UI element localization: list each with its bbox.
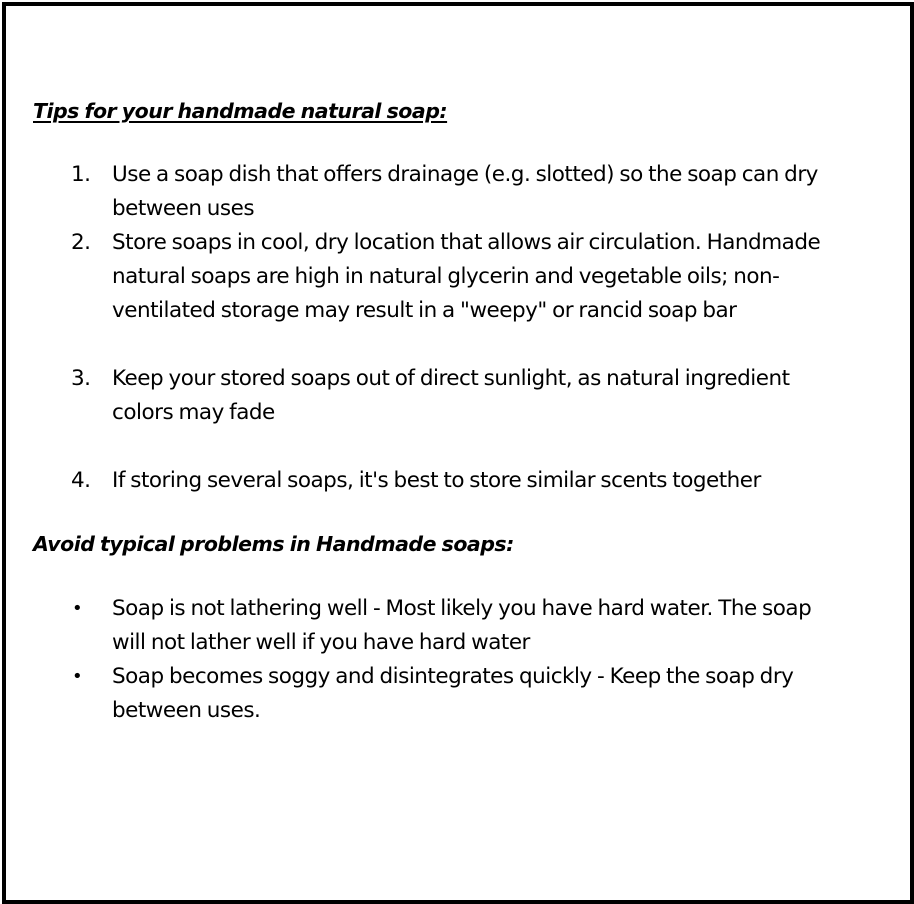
list-item-line: If storing several soaps, it's best to store similar scents together: [112, 468, 761, 493]
list-item: [33, 592, 883, 660]
tips-list: [33, 158, 883, 498]
list-item-line: Store soaps in cool, dry location that allows air circulation. Handmade: [112, 230, 821, 255]
list-item-line: colors may fade: [112, 400, 275, 425]
problems-heading: Avoid typical problems in Handmade soaps:: [33, 532, 514, 556]
bullet-icon: •: [72, 598, 83, 619]
problems-list: [33, 592, 883, 728]
tips-heading: Tips for your handmade natural soap:: [33, 99, 448, 123]
list-item: [33, 464, 883, 498]
list-item-line: ventilated storage may result in a "weepy" or rancid soap bar: [112, 298, 737, 323]
list-item-line: Soap becomes soggy and disintegrates quickly - Keep the soap dry: [112, 664, 794, 689]
bullet-icon: •: [72, 666, 83, 687]
list-item-line: natural soaps are high in natural glycerin and vegetable oils; non-: [112, 264, 780, 289]
list-item: [33, 362, 883, 430]
list-item: [33, 158, 883, 226]
list-item-line: Use a soap dish that offers drainage (e.g. slotted) so the soap can dry: [112, 162, 818, 187]
list-number: 1.: [71, 162, 91, 187]
list-item-line: between uses.: [112, 698, 261, 723]
list-item: [33, 660, 883, 728]
list-item-line: Soap is not lathering well - Most likely you have hard water. The soap: [112, 596, 812, 621]
list-item-line: Keep your stored soaps out of direct sunlight, as natural ingredient: [112, 366, 790, 391]
document-frame: [2, 2, 914, 904]
list-number: 4.: [71, 468, 91, 493]
list-number: 3.: [71, 366, 91, 391]
list-item-line: will not lather well if you have hard water: [112, 630, 530, 655]
list-number: 2.: [71, 230, 91, 255]
list-item: [33, 226, 883, 328]
list-item-line: between uses: [112, 196, 255, 221]
